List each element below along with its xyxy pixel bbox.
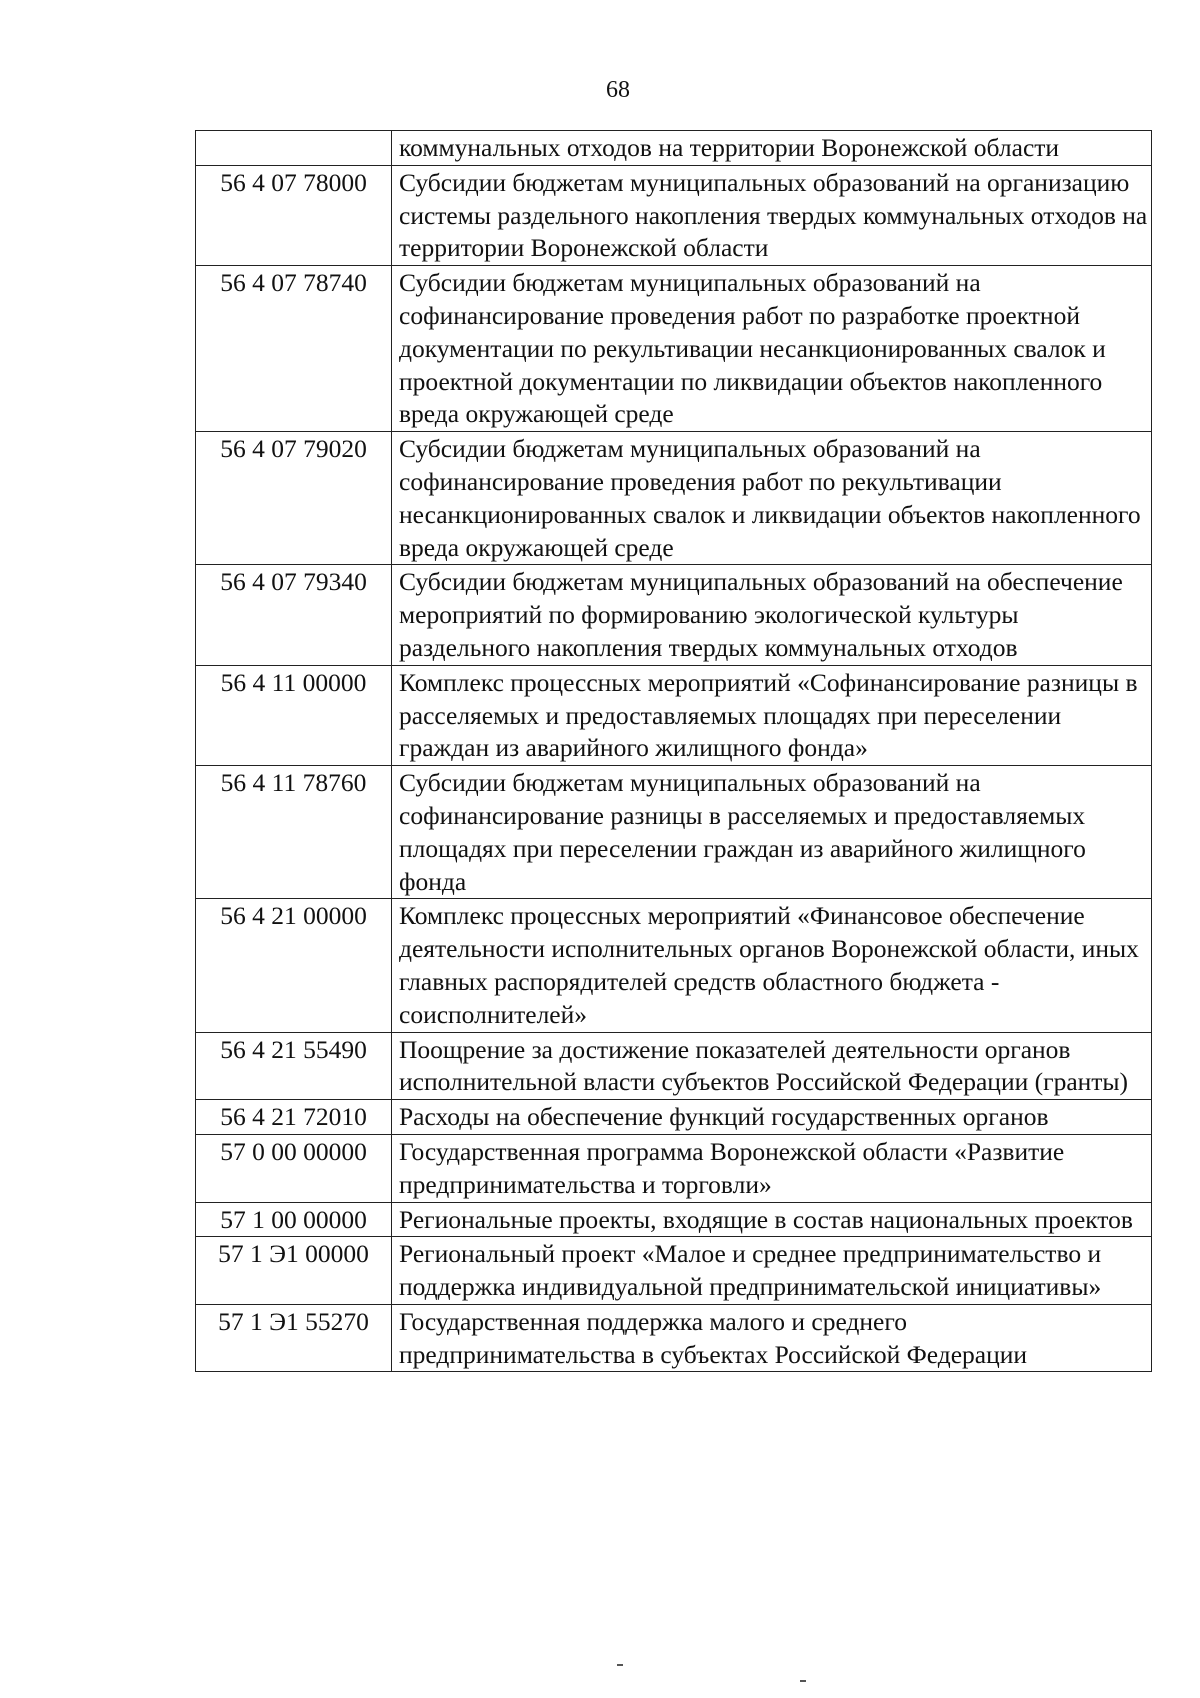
table-row	[196, 1202, 1152, 1237]
description-cell: Региональные проекты, входящие в состав национальных проектов	[392, 1202, 1152, 1237]
code-cell: 56 4 07 79340	[196, 565, 392, 665]
table-row	[196, 165, 1152, 265]
code-cell: 56 4 11 00000	[196, 665, 392, 765]
table-row	[196, 1304, 1152, 1372]
description-cell: коммунальных отходов на территории Воронежской области	[392, 131, 1152, 166]
table-row	[196, 432, 1152, 565]
code-cell: 56 4 21 72010	[196, 1100, 392, 1135]
code-cell	[196, 131, 392, 166]
code-cell: 57 0 00 00000	[196, 1134, 392, 1202]
table-row	[196, 899, 1152, 1032]
code-cell: 56 4 07 79020	[196, 432, 392, 565]
code-cell: 56 4 07 78740	[196, 266, 392, 432]
table-row	[196, 1134, 1152, 1202]
description-cell: Поощрение за достижение показателей деятельности органов исполнительной власти субъектов Российской Федерации (гранты)	[392, 1032, 1152, 1100]
description-cell: Субсидии бюджетам муниципальных образований на софинансирование проведения работ по разработке проектной документации по рекультивации несанкционированных свалок и проектной документации по ликвидации объектов накопленного вреда окружающей среде	[392, 266, 1152, 432]
table-row	[196, 665, 1152, 765]
code-cell: 57 1 00 00000	[196, 1202, 392, 1237]
table-row	[196, 565, 1152, 665]
table-row	[196, 266, 1152, 432]
code-cell: 57 1 Э1 00000	[196, 1237, 392, 1305]
description-cell: Расходы на обеспечение функций государственных органов	[392, 1100, 1152, 1135]
table-row	[196, 1032, 1152, 1100]
code-cell: 56 4 21 55490	[196, 1032, 392, 1100]
description-cell: Комплекс процессных мероприятий «Финансовое обеспечение деятельности исполнительных органов Воронежской области, иных главных распорядителей средств областного бюджета - соисполнителей»	[392, 899, 1152, 1032]
budget-code-table	[195, 130, 1152, 1372]
code-cell: 56 4 21 00000	[196, 899, 392, 1032]
scan-speck	[800, 1680, 806, 1682]
description-cell: Субсидии бюджетам муниципальных образований на обеспечение мероприятий по формированию экологической культуры раздельного накопления твердых коммунальных отходов	[392, 565, 1152, 665]
description-cell: Государственная программа Воронежской области «Развитие предпринимательства и торговли»	[392, 1134, 1152, 1202]
page-number: 68	[606, 77, 630, 103]
table-row	[196, 766, 1152, 899]
description-cell: Государственная поддержка малого и среднего предпринимательства в субъектах Российской Федерации	[392, 1304, 1152, 1372]
code-cell: 56 4 11 78760	[196, 766, 392, 899]
table-row	[196, 1100, 1152, 1135]
table-row	[196, 1237, 1152, 1305]
code-cell: 56 4 07 78000	[196, 165, 392, 265]
table-row	[196, 131, 1152, 166]
description-cell: Субсидии бюджетам муниципальных образований на софинансирование проведения работ по рекультивации несанкционированных свалок и ликвидации объектов накопленного вреда окружающей среде	[392, 432, 1152, 565]
description-cell: Комплекс процессных мероприятий «Софинансирование разницы в расселяемых и предоставляемых площадях при переселении граждан из аварийного жилищного фонда»	[392, 665, 1152, 765]
code-cell: 57 1 Э1 55270	[196, 1304, 392, 1372]
description-cell: Субсидии бюджетам муниципальных образований на организацию системы раздельного накопления твердых коммунальных отходов на территории Воронежской области	[392, 165, 1152, 265]
scan-speck	[617, 1664, 623, 1666]
description-cell: Региональный проект «Малое и среднее предпринимательство и поддержка индивидуальной предпринимательской инициативы»	[392, 1237, 1152, 1305]
description-cell: Субсидии бюджетам муниципальных образований на софинансирование разницы в расселяемых и предоставляемых площадях при переселении граждан из аварийного жилищного фонда	[392, 766, 1152, 899]
